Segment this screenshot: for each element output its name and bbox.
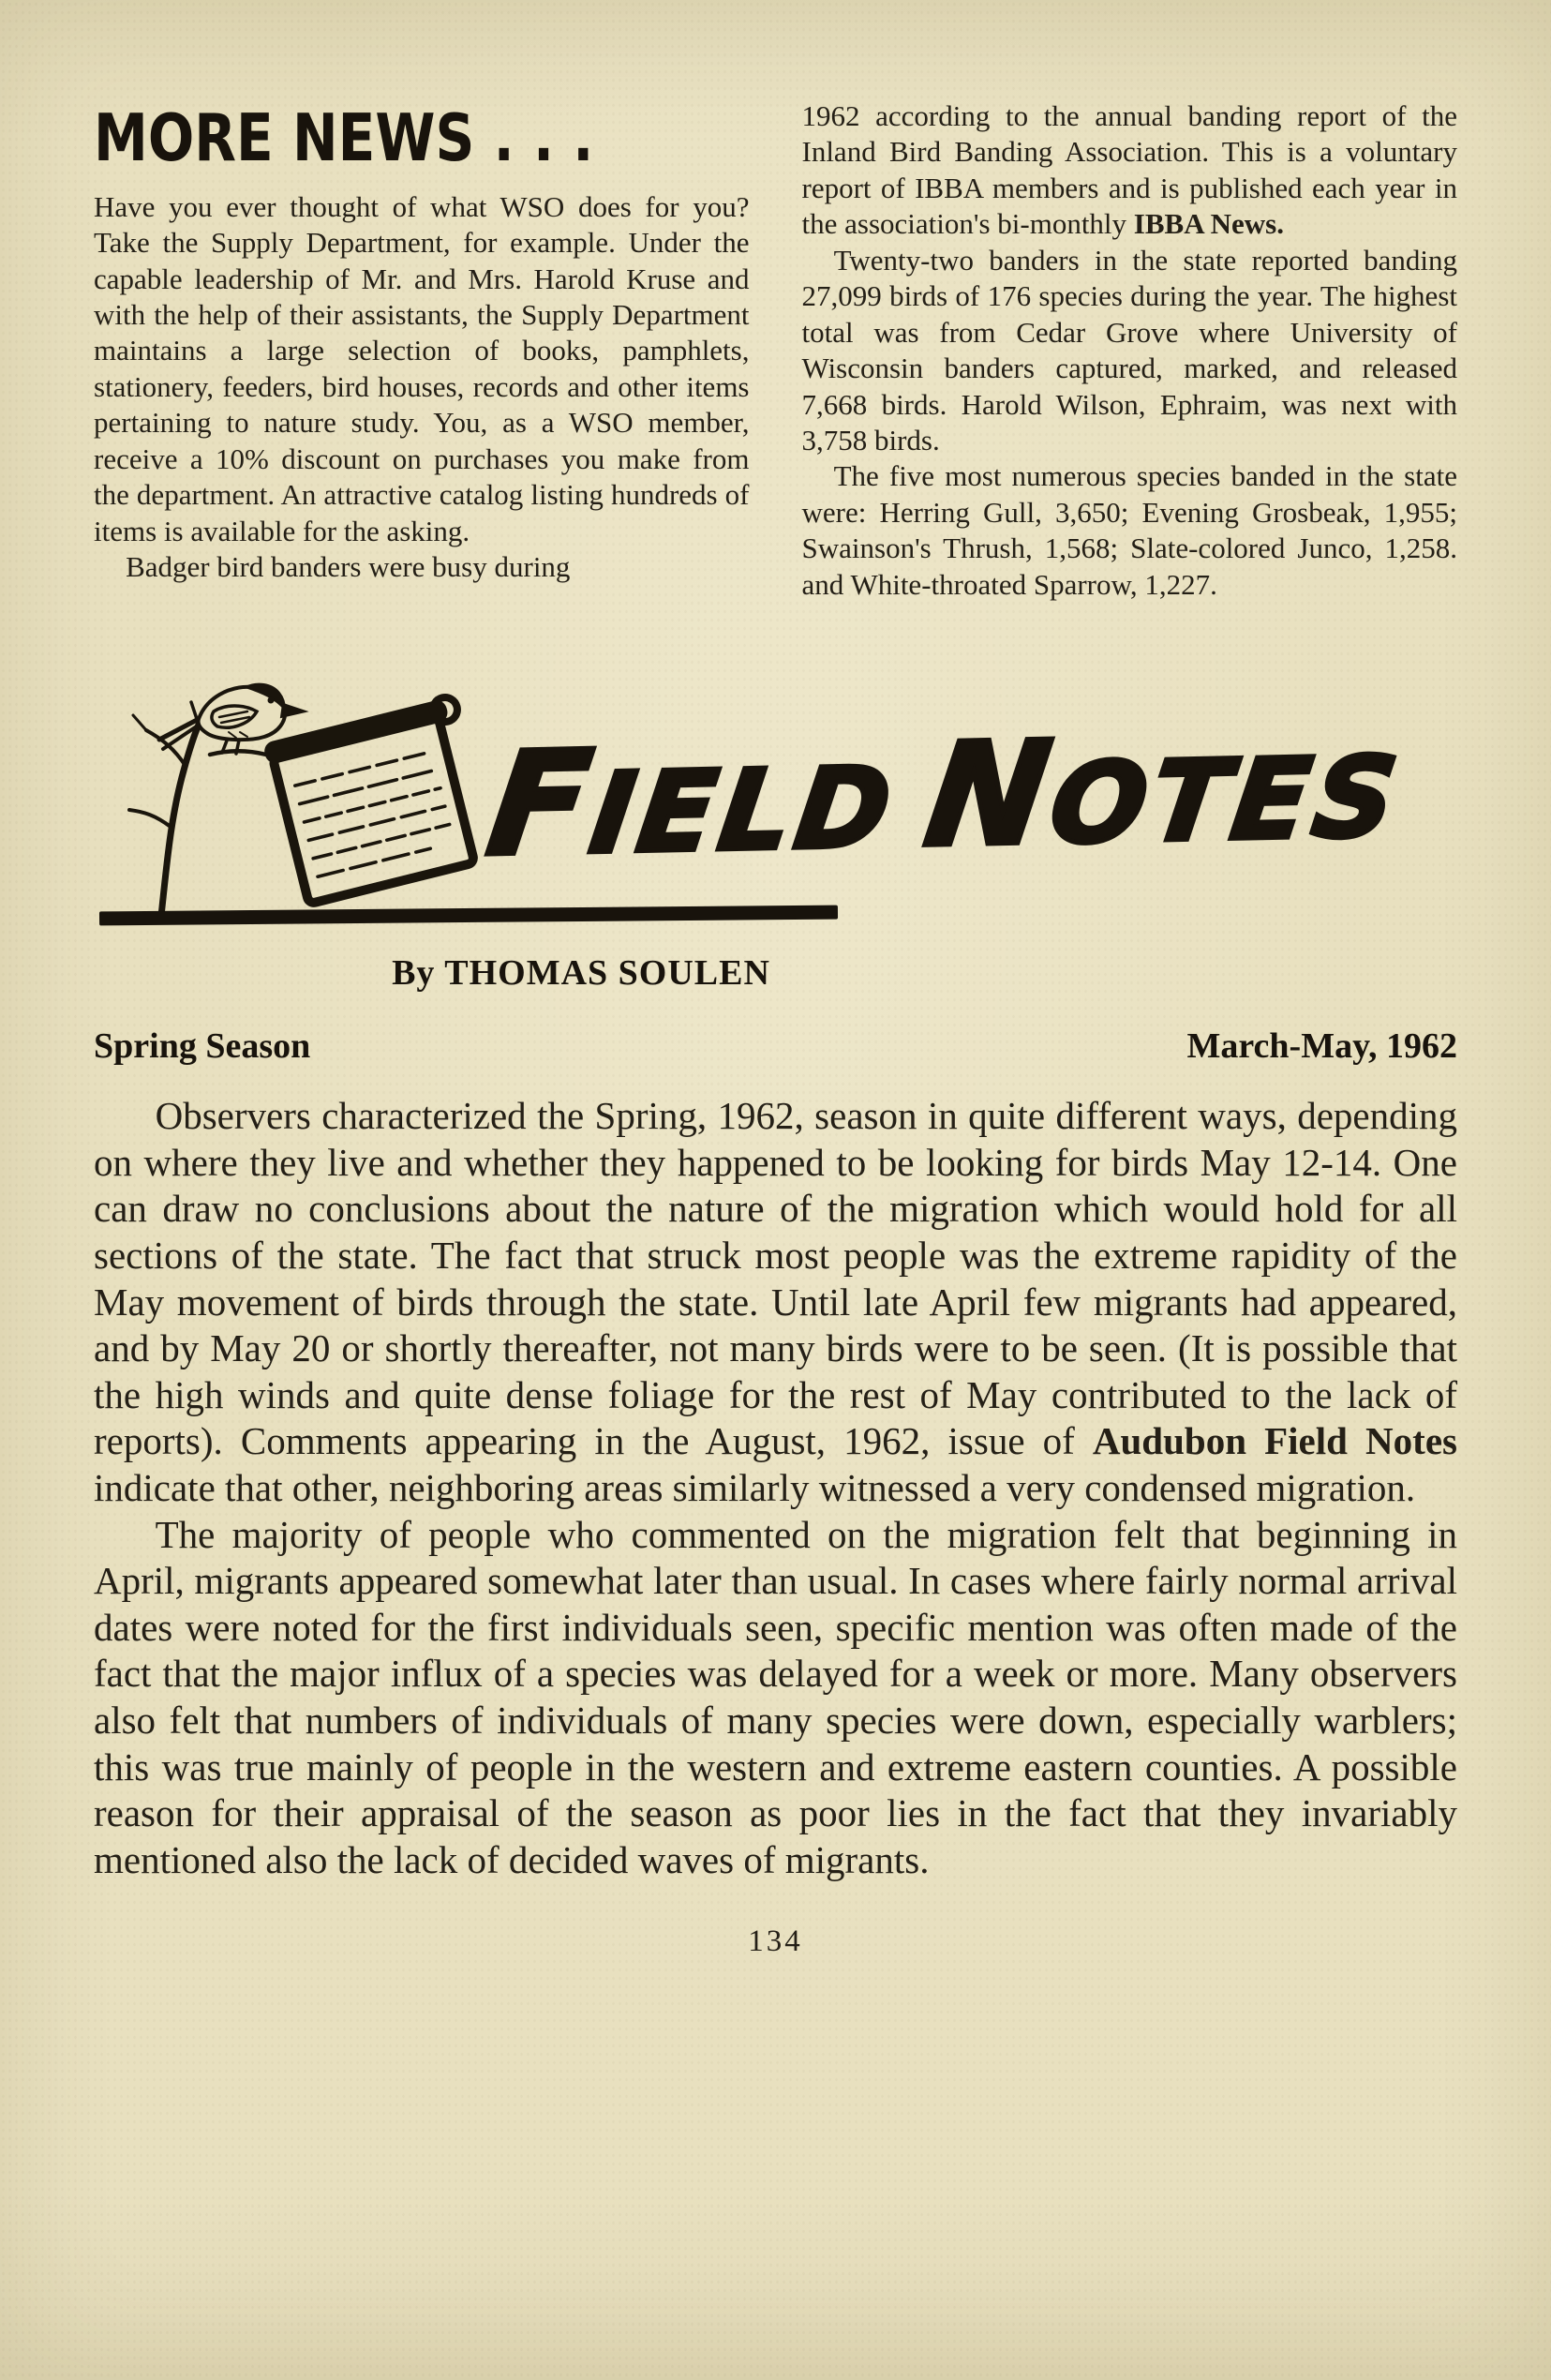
text: Twenty-two banders in the state reported banding 27,099 birds of 176 species during the year. The highest total was from Cedar Grove where University of Wisconsin banders captured, marked, and released 7,668 birds. Harold Wilson, Ephraim, was next with 3,758 birds. xyxy=(801,243,1457,457)
more-news-heading: MORE NEWS . . . xyxy=(94,100,594,176)
paragraph xyxy=(94,549,750,585)
paragraph xyxy=(94,189,750,549)
byline: By THOMAS SOULEN xyxy=(392,953,770,994)
text: Badger bird banders were busy during xyxy=(126,550,571,584)
text: The majority of people who commented on the migration felt that beginning in April, migrants appeared somewhat later than usual. In cases where fairly normal arrival dates were noted for the first individuals seen, specific mention was often made of the fact that the major influx of a species was delayed for a week or more. Many observers also felt that numbers of individuals of many species were down, especially warblers; this was true mainly of people in the western and extreme eastern counties. A possible reason for their appraisal of the season as poor lies in the fact that they invariably mentioned also the lack of decided waves of migrants. xyxy=(94,1512,1457,1881)
paragraph xyxy=(802,98,1458,243)
title-initial: N xyxy=(917,710,1066,879)
bird-notebook-illustration xyxy=(86,625,536,925)
more-news-left-text xyxy=(94,189,750,586)
season-row xyxy=(94,1025,1457,1067)
paragraph xyxy=(802,458,1458,603)
text: Observers characterized the Spring, 1962, season in quite different ways, depending on where they live and whether they happened to be looking for birds May 12-14. One can draw no conclusions about the nature of the migration which would hold for all sections of the state. The fact that struck most people was the extreme rapidity of the May movement of birds through the state. Until late April few migrants had appeared, and by May 20 or shortly thereafter, not many birds were to be seen. (It is possible that the high winds and quite dense foliage for the rest of May contributed to the lack of reports). Comments appearing in the August, 1962, issue of xyxy=(94,1094,1457,1463)
paragraph xyxy=(94,1093,1457,1511)
field-notes-title-word xyxy=(479,719,904,889)
text: Have you ever thought of what WSO does for you? Take the Supply Department, for example. Under the capable leadership of Mr. and Mrs. Harold Kruse and with the help of their assistants, the Supply Department maintains a large selection of books, pamphlets, stationery, feeders, bird houses, records and other items pertaining to nature study. You, as a WSO member, receive a 10% discount on purchases you make from the department. An attractive catalog listing hundreds of items is available for the asking. xyxy=(94,189,750,547)
more-news-left-column xyxy=(94,98,750,603)
field-notes-masthead xyxy=(94,638,1457,924)
field-notes-title-word xyxy=(917,710,1409,879)
season-label: Spring Season xyxy=(94,1026,311,1067)
more-news-right-column xyxy=(802,98,1458,603)
field-notes-title xyxy=(479,710,1411,889)
bold-text: Audubon Field Notes xyxy=(1092,1419,1457,1463)
text: indicate that other, neighboring areas similarly witnessed a very condensed migration. xyxy=(94,1466,1416,1509)
bold-text: IBBA News. xyxy=(1133,207,1284,241)
article-body xyxy=(94,1093,1457,1883)
text: The five most numerous species banded in the state were: Herring Gull, 3,650; Evening Grosbeak, 1,955; Swainson's Thrush, 1,568; Slate-colored Junco, 1,258. and White-throated Sparrow, 1,227. xyxy=(801,459,1457,601)
date-range: March-May, 1962 xyxy=(1186,1026,1457,1067)
text: 1962 according to the annual banding report of the Inland Bird Banding Association. This is a voluntary report of IBBA members and is published each year in the association's bi-monthly xyxy=(801,99,1457,241)
page-number: 134 xyxy=(748,1924,803,1959)
title-rest: OTES xyxy=(1043,731,1409,869)
more-news-section xyxy=(94,98,1457,603)
paragraph xyxy=(802,243,1458,459)
title-initial: F xyxy=(479,719,605,889)
paragraph xyxy=(94,1512,1457,1884)
title-rest: IELD xyxy=(583,742,904,878)
